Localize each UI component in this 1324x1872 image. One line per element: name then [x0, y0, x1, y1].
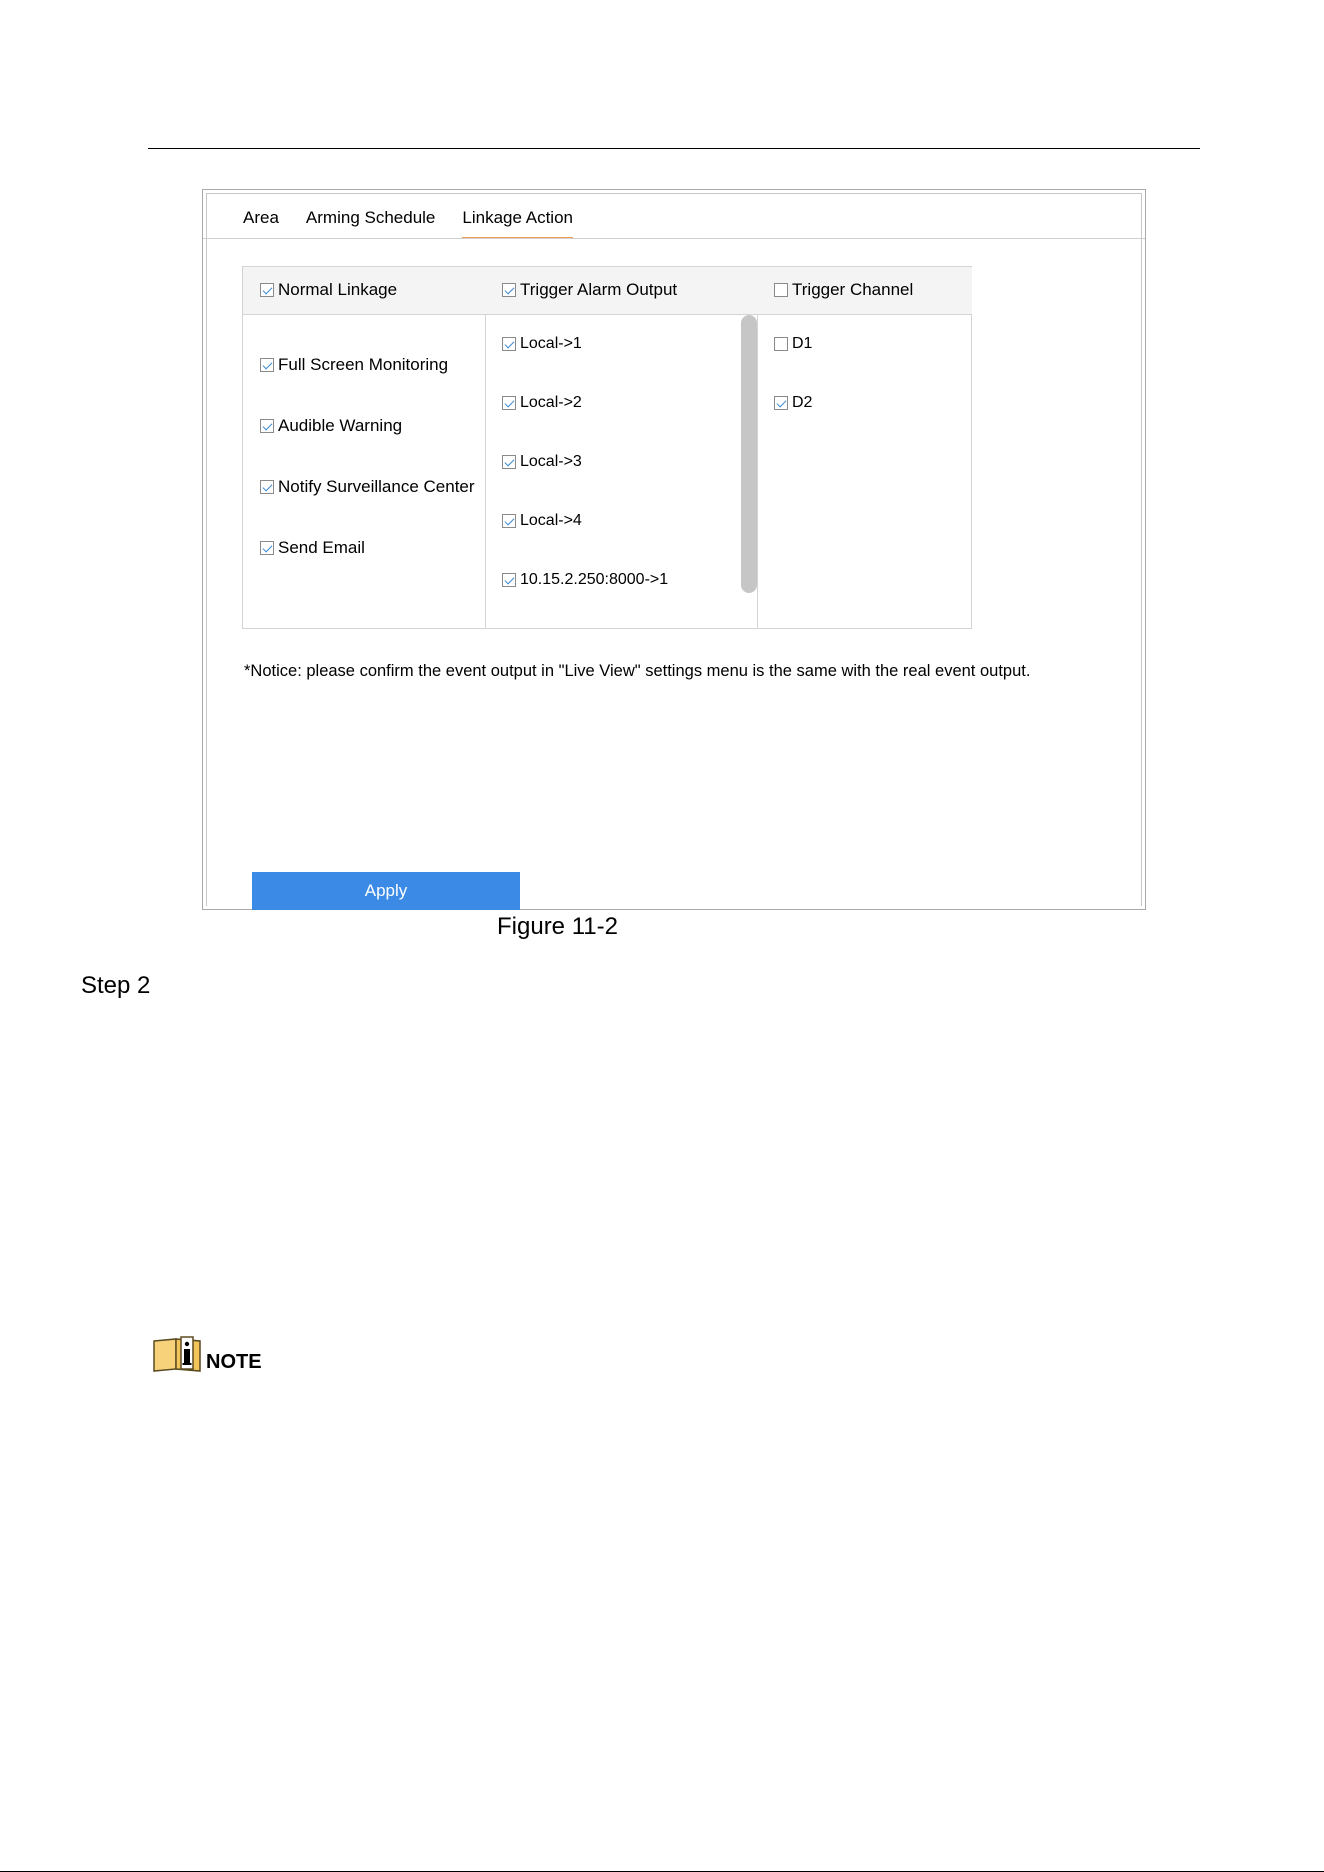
trigger-channel-checkbox[interactable] [774, 283, 788, 297]
channel-d2-checkbox[interactable] [774, 396, 788, 410]
list-item [502, 570, 668, 590]
full-screen-monitoring-label: Full Screen Monitoring [278, 355, 449, 374]
notify-surveillance-center-label: Notify Surveillance Center [278, 477, 475, 496]
trigger-channel-header [757, 267, 972, 315]
local-2-label: Local->2 [520, 394, 582, 411]
trigger-alarm-output-column [485, 267, 758, 628]
normal-linkage-checkbox[interactable] [260, 283, 274, 297]
channel-d1-checkbox[interactable] [774, 337, 788, 351]
note-book-icon [152, 1335, 202, 1378]
step-heading: Step 2 [81, 972, 151, 999]
trigger-alarm-output-checkbox[interactable] [502, 283, 516, 297]
ip-output-checkbox[interactable] [502, 573, 516, 587]
list-item [260, 477, 475, 497]
audible-warning-label: Audible Warning [278, 416, 403, 435]
local-2-checkbox[interactable] [502, 396, 516, 410]
list-item [502, 511, 582, 531]
list-item [502, 334, 582, 354]
local-3-label: Local->3 [520, 453, 582, 470]
header-rule [148, 148, 1200, 149]
linkage-action-dialog [202, 189, 1146, 910]
normal-linkage-label: Normal Linkage [278, 280, 398, 299]
alarm-output-scrollbar[interactable] [741, 315, 757, 593]
local-4-label: Local->4 [520, 512, 582, 529]
list-item [502, 452, 582, 472]
normal-linkage-header [243, 267, 485, 315]
list-item [260, 416, 402, 436]
send-email-checkbox[interactable] [260, 541, 274, 555]
tab-area[interactable]: Area [243, 208, 279, 227]
trigger-alarm-output-header-row [502, 280, 677, 300]
local-3-checkbox[interactable] [502, 455, 516, 469]
send-email-label: Send Email [278, 538, 365, 557]
note-callout [152, 1335, 262, 1378]
trigger-channel-header-row [774, 280, 913, 300]
tab-divider [203, 238, 1145, 239]
trigger-channel-label: Trigger Channel [792, 280, 914, 299]
list-item [774, 393, 812, 413]
ip-output-label: 10.15.2.250:8000->1 [520, 571, 669, 588]
local-4-checkbox[interactable] [502, 514, 516, 528]
tab-bar [243, 208, 600, 230]
figure-caption: Figure 11-2 [497, 913, 618, 940]
channel-d2-label: D2 [792, 394, 813, 411]
tab-arming-schedule[interactable]: Arming Schedule [305, 208, 436, 227]
normal-linkage-header-row [260, 280, 397, 300]
list-item [260, 538, 365, 558]
list-item [774, 334, 812, 354]
trigger-alarm-output-header [485, 267, 757, 315]
trigger-alarm-output-label: Trigger Alarm Output [520, 280, 678, 299]
list-item [502, 393, 582, 413]
note-label: NOTE [206, 1351, 262, 1373]
notify-surveillance-center-checkbox[interactable] [260, 480, 274, 494]
apply-button[interactable]: Apply [252, 872, 520, 910]
normal-linkage-column [243, 267, 486, 628]
channel-d1-label: D1 [792, 335, 813, 352]
tab-linkage-action[interactable]: Linkage Action [462, 208, 573, 230]
notice-text: *Notice: please confirm the event output in "Live View" settings menu is the same with the real event output. [244, 662, 1031, 680]
list-item [260, 355, 448, 375]
trigger-channel-column [757, 267, 971, 628]
local-1-label: Local->1 [520, 335, 582, 352]
full-screen-monitoring-checkbox[interactable] [260, 358, 274, 372]
audible-warning-checkbox[interactable] [260, 419, 274, 433]
linkage-grid [242, 266, 972, 629]
local-1-checkbox[interactable] [502, 337, 516, 351]
